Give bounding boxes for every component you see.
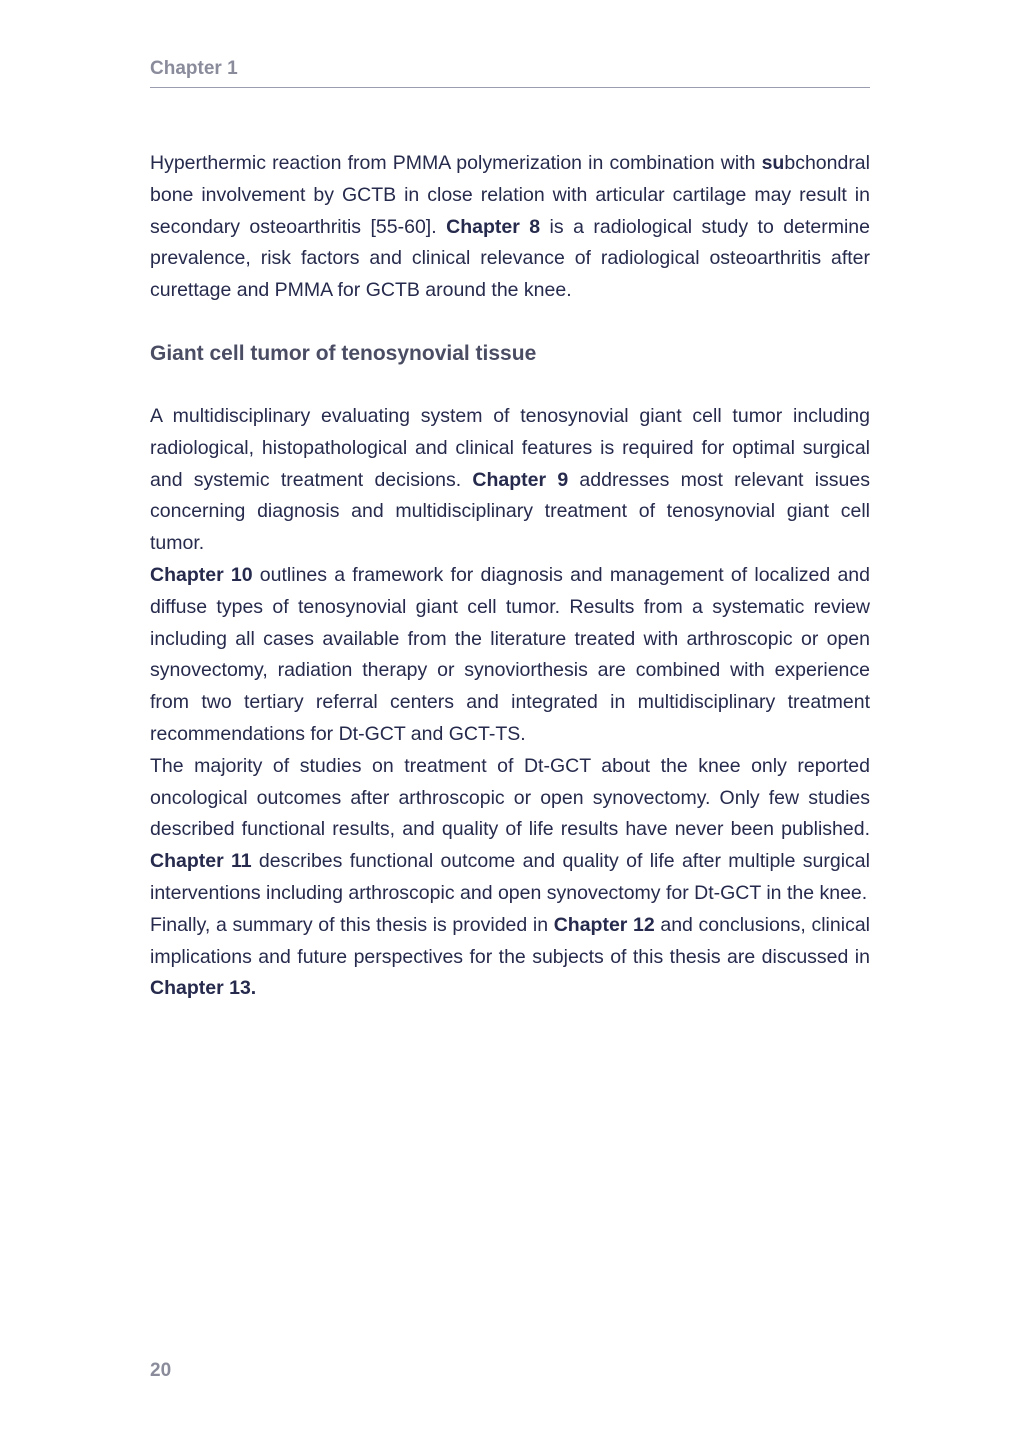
- chapter-reference: Chapter 8: [446, 215, 541, 238]
- body-paragraph: Finally, a summary of this thesis is provided in Chapter 12 and conclusions, clinical implications and future perspectives for the subjects of this thesis are discussed in Chapter 13.: [150, 913, 870, 1000]
- chapter-reference: Chapter 10: [150, 563, 253, 586]
- chapter-reference: Chapter 9: [472, 468, 569, 491]
- body-paragraph: Hyperthermic reaction from PMMA polymerization in combination with subchondral bone involvement by GCTB in close relation with articular cartilage may result in secondary osteoarthritis [55-60]. Chapter 8 is a radiological study to determine prevalence, risk factors and clinical relevance of radiological osteoarthritis after curettage and PMMA for GCTB around the knee.: [150, 152, 870, 302]
- chapter-label: Chapter 1: [150, 58, 238, 79]
- chapter-reference: Chapter 11: [150, 850, 252, 873]
- bold-fragment: su: [761, 152, 785, 174]
- body-paragraph: Chapter 10 outlines a framework for diagnosis and management of localized and diffuse types of tenosynovial giant cell tumor. Results from a systematic review including all cases available from the literature treated with arthroscopic or open synovectomy, radiation therapy or synoviorthesis are combined with experience from two tertiary referral centers and integrated in multidisciplinary treatment recommendations for Dt-GCT and GCT-TS.: [150, 563, 870, 745]
- page-number: 20: [150, 1360, 172, 1381]
- body-paragraph: The majority of studies on treatment of Dt-GCT about the knee only reported oncological outcomes after arthroscopic or open synovectomy. Only few studies described functional results, and quality of life results have never been published. Chapter 11 describes functional outcome and quality of life after multiple surgical interventions including arthroscopic and open synovectomy for Dt-GCT in the knee.: [150, 754, 870, 904]
- page-body: [150, 148, 870, 1005]
- chapter-reference: Chapter 12: [553, 913, 655, 936]
- running-header: [150, 56, 870, 88]
- section-heading: Giant cell tumor of tenosynovial tissue: [150, 341, 537, 365]
- body-paragraph: A multidisciplinary evaluating system of tenosynovial giant cell tumor including radiological, histopathological and clinical features is required for optimal surgical and systemic treatment decisions. Chapter 9 addresses most relevant issues concerning diagnosis and multidisciplinary treatment of tenosynovial giant cell tumor.: [150, 404, 870, 555]
- chapter-reference: Chapter 13.: [150, 977, 257, 1000]
